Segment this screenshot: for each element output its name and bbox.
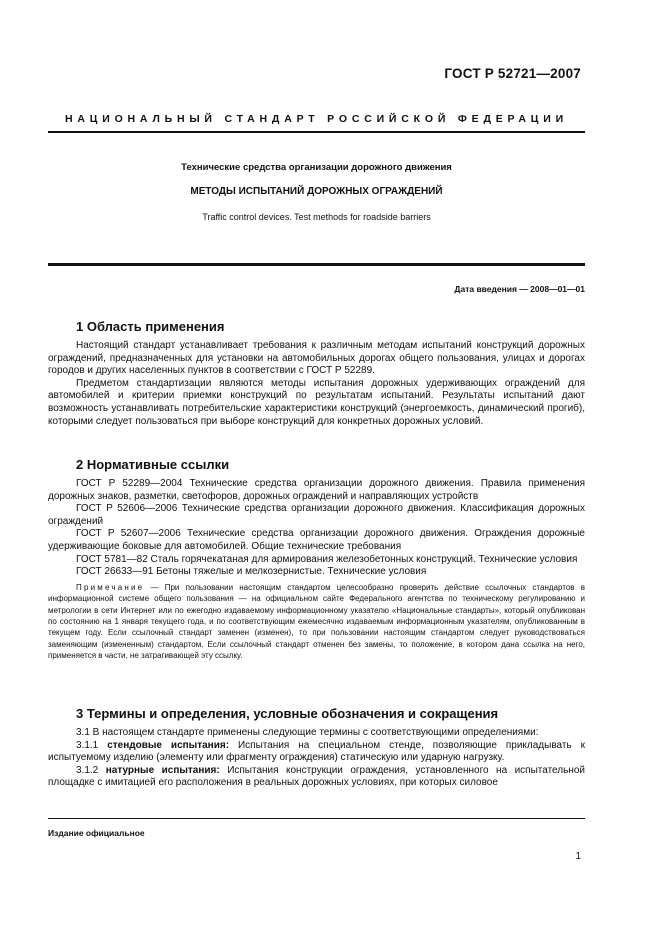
term-number: 3.1.1 [76,739,99,751]
edition-label: Издание официальное [48,828,145,838]
reference-item: ГОСТ Р 52606—2006 Технические средства организации дорожного движения. Классификация дорожных ограждений [48,503,585,527]
national-standard-banner: НАЦИОНАЛЬНЫЙ СТАНДАРТ РОССИЙСКОЙ ФЕДЕРАЦИИ [65,113,568,125]
section-3-heading: 3 Термины и определения, условные обозначения и сокращения [76,706,499,721]
standard-number: ГОСТ Р 52721—2007 [444,66,581,81]
term-name: стендовые испытания: [107,739,230,751]
section-2-heading: 2 Нормативные ссылки [76,457,230,472]
term-definition [48,740,585,765]
term-name: натурные испытания: [105,764,220,776]
section-1 [48,319,585,428]
section-1-paragraph: Настоящий стандарт устанавливает требования к различным методам испытаний конструкций дорожных ограждений, предназначенных для установки на автомобильных дорогах общего пользования, улицах и дорогах городов и других населенных пунктов в соответствии с ГОСТ Р 52289. [48,340,585,377]
introduction-date: Дата введения — 2008—01—01 [454,284,585,294]
reference-item: ГОСТ 5781—82 Сталь горячекатаная для армирования железобетонных конструкций. Технические условия [76,553,578,565]
section-3 [48,706,585,790]
term-text: Испытания на специальном стенде, позволяющие прикладывать к испытуемому изделию (элементу или фрагменту ограждения) статическую или ударную нагрузку. [48,739,585,764]
section-2 [48,457,585,662]
section-1-paragraph: Предметом стандартизации являются методы испытания дорожных удерживающих ограждений для автомобилей и критерии приемки конструкций по результатам испытаний. Результаты испытаний дают возможность устанавливать потребительские характеристики конструкций (энергоемкость, динамический прогиб), которыми следует пользоваться при выборе конструкций для конкретных дорожных условий. [48,377,585,427]
title-divider [48,263,585,266]
section-3-paragraph: 3.1 В настоящем стандарте применены следующие термины с соответствующими определениями: [76,727,539,738]
header-divider [48,131,585,133]
document-title-english: Traffic control devices. Test methods for roadside barriers [202,212,431,222]
note-label: Примечание [76,582,145,592]
term-text: Испытания конструкции ограждения, установленного на испытательной площадке с имитацией его расположения в реальных дорожных условиях, при которых силовое [48,764,586,789]
term-definition [48,765,585,790]
reference-item: ГОСТ Р 52289—2004 Технические средства организации дорожного движения. Правила применения дорожных знаков, разметки, светофоров, дорожных ограждений и направляющих устройств [48,478,585,502]
note [48,582,585,662]
reference-item: ГОСТ 26633—91 Бетоны тяжелые и мелкозернистые. Технические условия [76,566,427,578]
page-number: 1 [575,851,581,862]
section-1-heading: 1 Область применения [76,319,225,334]
document-subtitle: Технические средства организации дорожного движения [181,162,452,173]
note-text: — При пользовании настоящим стандартом целесообразно проверить действие ссылочных стандартов в информационной системе общего пользования — на официальном сайте Федерального агентства по техническому регулированию и метрологии в сети Интернет или по ежегодно издаваемому информационному указателю «Национальные стандарты», который опубликован по состоянию на 1 января текущего года, и по соответствующим ежемесячно издаваемым информационным указателям, опубликованным в текущем году. Если ссылочный стандарт заменен (изменен), то при пользовании настоящим стандартом следует руководствоваться заменяющим (измененным) стандартом. Если ссылочный стандарт отменен без замены, то положение, в котором дана ссылка на него, применяется в части, не затрагивающей эту ссылку. [48,582,585,661]
footer-divider [48,818,585,819]
document-title: МЕТОДЫ ИСПЫТАНИЙ ДОРОЖНЫХ ОГРАЖДЕНИЙ [190,186,443,197]
reference-item: ГОСТ Р 52607—2006 Технические средства организации дорожного движения. Ограждения дорожные удерживающие боковые для автомобилей. Общие технические требования [48,528,585,552]
term-number: 3.1.2 [76,764,99,776]
